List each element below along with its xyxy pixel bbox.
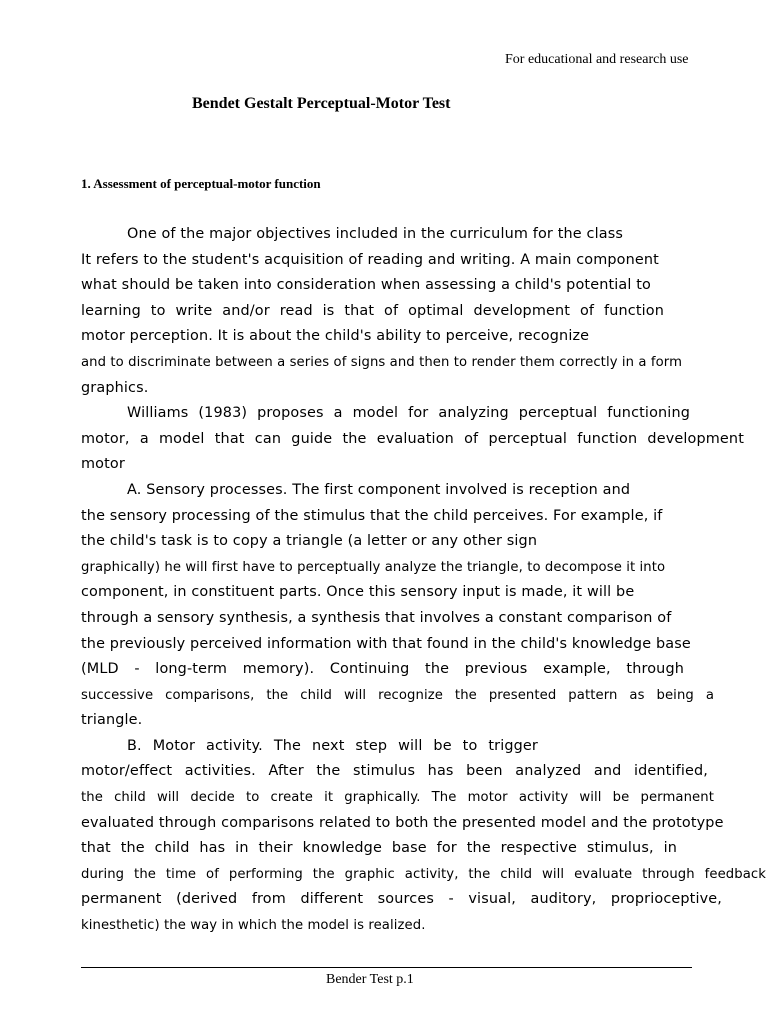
document-title: Bendet Gestalt Perceptual-Motor Test	[192, 95, 451, 112]
paragraph-line: motor	[81, 456, 125, 473]
paragraph-line: A. Sensory processes. The first component involved is reception and	[127, 481, 631, 498]
paragraph-line: the child's task is to copy a triangle (a letter or any other sign	[81, 533, 538, 550]
paragraph-line: motor, a model that can guide the evaluation of perceptual function development	[81, 430, 744, 447]
section-heading: 1. Assessment of perceptual-motor function	[81, 176, 321, 191]
paragraph-line: B. Motor activity. The next step will be to trigger	[127, 737, 538, 754]
paragraph-line: the previously perceived information with that found in the child's knowledge base	[81, 635, 691, 652]
paragraph-line: that the child has in their knowledge base for the respective stimulus, in	[81, 840, 677, 857]
paragraph-line: It refers to the student's acquisition of reading and writing. A main component	[81, 251, 659, 268]
footer-divider	[81, 967, 692, 968]
paragraph-line: component, in constituent parts. Once this sensory input is made, it will be	[81, 584, 635, 601]
paragraph-line: kinesthetic) the way in which the model is realized.	[81, 918, 426, 934]
paragraph-line: One of the major objectives included in the curriculum for the class	[127, 226, 623, 242]
paragraph-line: motor perception. It is about the child's ability to perceive, recognize	[81, 328, 590, 345]
paragraph-line: graphically) he will first have to perceptually analyze the triangle, to decompose it into	[81, 559, 666, 575]
paragraph-line: (MLD - long-term memory). Continuing the previous example, through	[81, 661, 684, 678]
paragraph-line: through a sensory synthesis, a synthesis that involves a constant comparison of	[81, 609, 672, 626]
paragraph-line: evaluated through comparisons related to both the presented model and the prototype	[81, 814, 724, 831]
paragraph-line: and to discriminate between a series of signs and then to render them correctly in a form	[81, 354, 683, 370]
paragraph-line: the child will decide to create it graphically. The motor activity will be permanent	[81, 790, 714, 806]
paragraph-line: permanent (derived from different sources - visual, auditory, proprioceptive,	[81, 891, 722, 908]
body-text	[81, 222, 768, 939]
paragraph-line: motor/effect activities. After the stimulus has been analyzed and identified,	[81, 763, 708, 780]
paragraph-line: graphics.	[81, 379, 149, 396]
paragraph-line: learning to write and/or read is that of optimal development of function	[81, 302, 664, 319]
paragraph-line: during the time of performing the graphic activity, the child will evaluate through feedback	[81, 866, 766, 882]
footer-page-label: Bender Test p.1	[326, 972, 414, 987]
paragraph-line: successive comparisons, the child will recognize the presented pattern as being a	[81, 687, 714, 703]
paragraph-line: the sensory processing of the stimulus that the child perceives. For example, if	[81, 507, 663, 524]
paragraph-line: what should be taken into consideration when assessing a child's potential to	[81, 277, 652, 294]
header-note: For educational and research use	[505, 52, 689, 67]
paragraph-line: triangle.	[81, 712, 143, 729]
paragraph-line: Williams (1983) proposes a model for analyzing perceptual functioning	[127, 405, 690, 422]
